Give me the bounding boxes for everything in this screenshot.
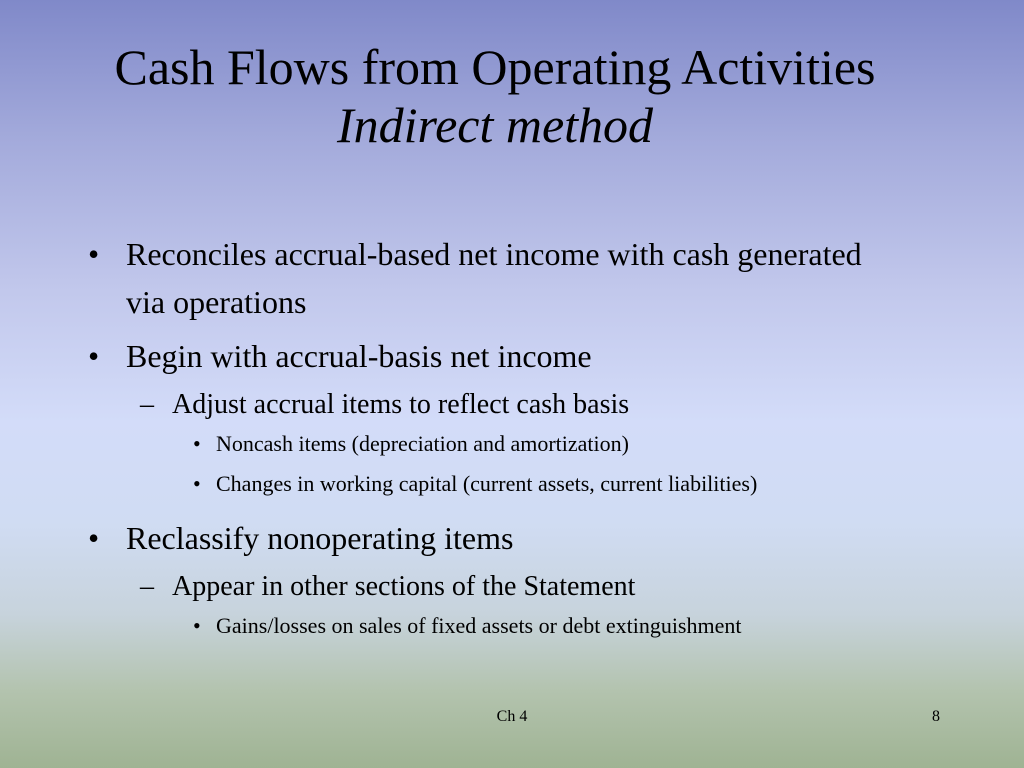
- sub-bullet-item: [0, 386, 1000, 424]
- footer-chapter: Ch 4: [496, 708, 528, 725]
- sub-sub-bullet-text: Changes in working capital (current assets, current liabilities): [216, 471, 758, 496]
- sub-sub-bullet-text: Noncash items (depreciation and amortization): [216, 431, 629, 456]
- bullet-item: [0, 230, 886, 326]
- sub-sub-bullet-item: [0, 428, 1000, 460]
- sub-bullet-text: Adjust accrual items to reflect cash basis: [172, 389, 630, 420]
- sub-bullet-text: Appear in other sections of the Statement: [172, 571, 636, 602]
- slide-subtitle: Indirect method: [336, 97, 654, 153]
- bullet-marker: •: [88, 520, 100, 556]
- bullet-text: Reconciles accrual-based net income with cash generated via operations: [126, 236, 862, 320]
- sub-sub-bullet-item: [0, 610, 1000, 642]
- sub-sub-bullet-text: Gains/losses on sales of fixed assets or debt extinguishment: [216, 613, 742, 638]
- page-number: 8: [932, 708, 940, 725]
- bullet-item: [0, 332, 1000, 380]
- bullet-marker: •: [193, 431, 201, 456]
- bullet-marker: •: [193, 613, 201, 638]
- dash-marker: –: [140, 389, 154, 420]
- dash-marker: –: [140, 571, 154, 602]
- bullet-text: Begin with accrual-basis net income: [126, 338, 592, 374]
- bullet-text: Reclassify nonoperating items: [126, 520, 514, 556]
- sub-sub-bullet-item: [0, 468, 1000, 500]
- bullet-marker: •: [193, 471, 201, 496]
- bullet-marker: •: [88, 338, 100, 374]
- bullet-item: [0, 514, 1000, 562]
- sub-bullet-item: [0, 568, 1000, 606]
- slide-title: Cash Flows from Operating Activities: [114, 39, 876, 95]
- title-block: [0, 34, 990, 154]
- bullet-marker: •: [88, 236, 100, 272]
- bullet-list: [0, 230, 1000, 650]
